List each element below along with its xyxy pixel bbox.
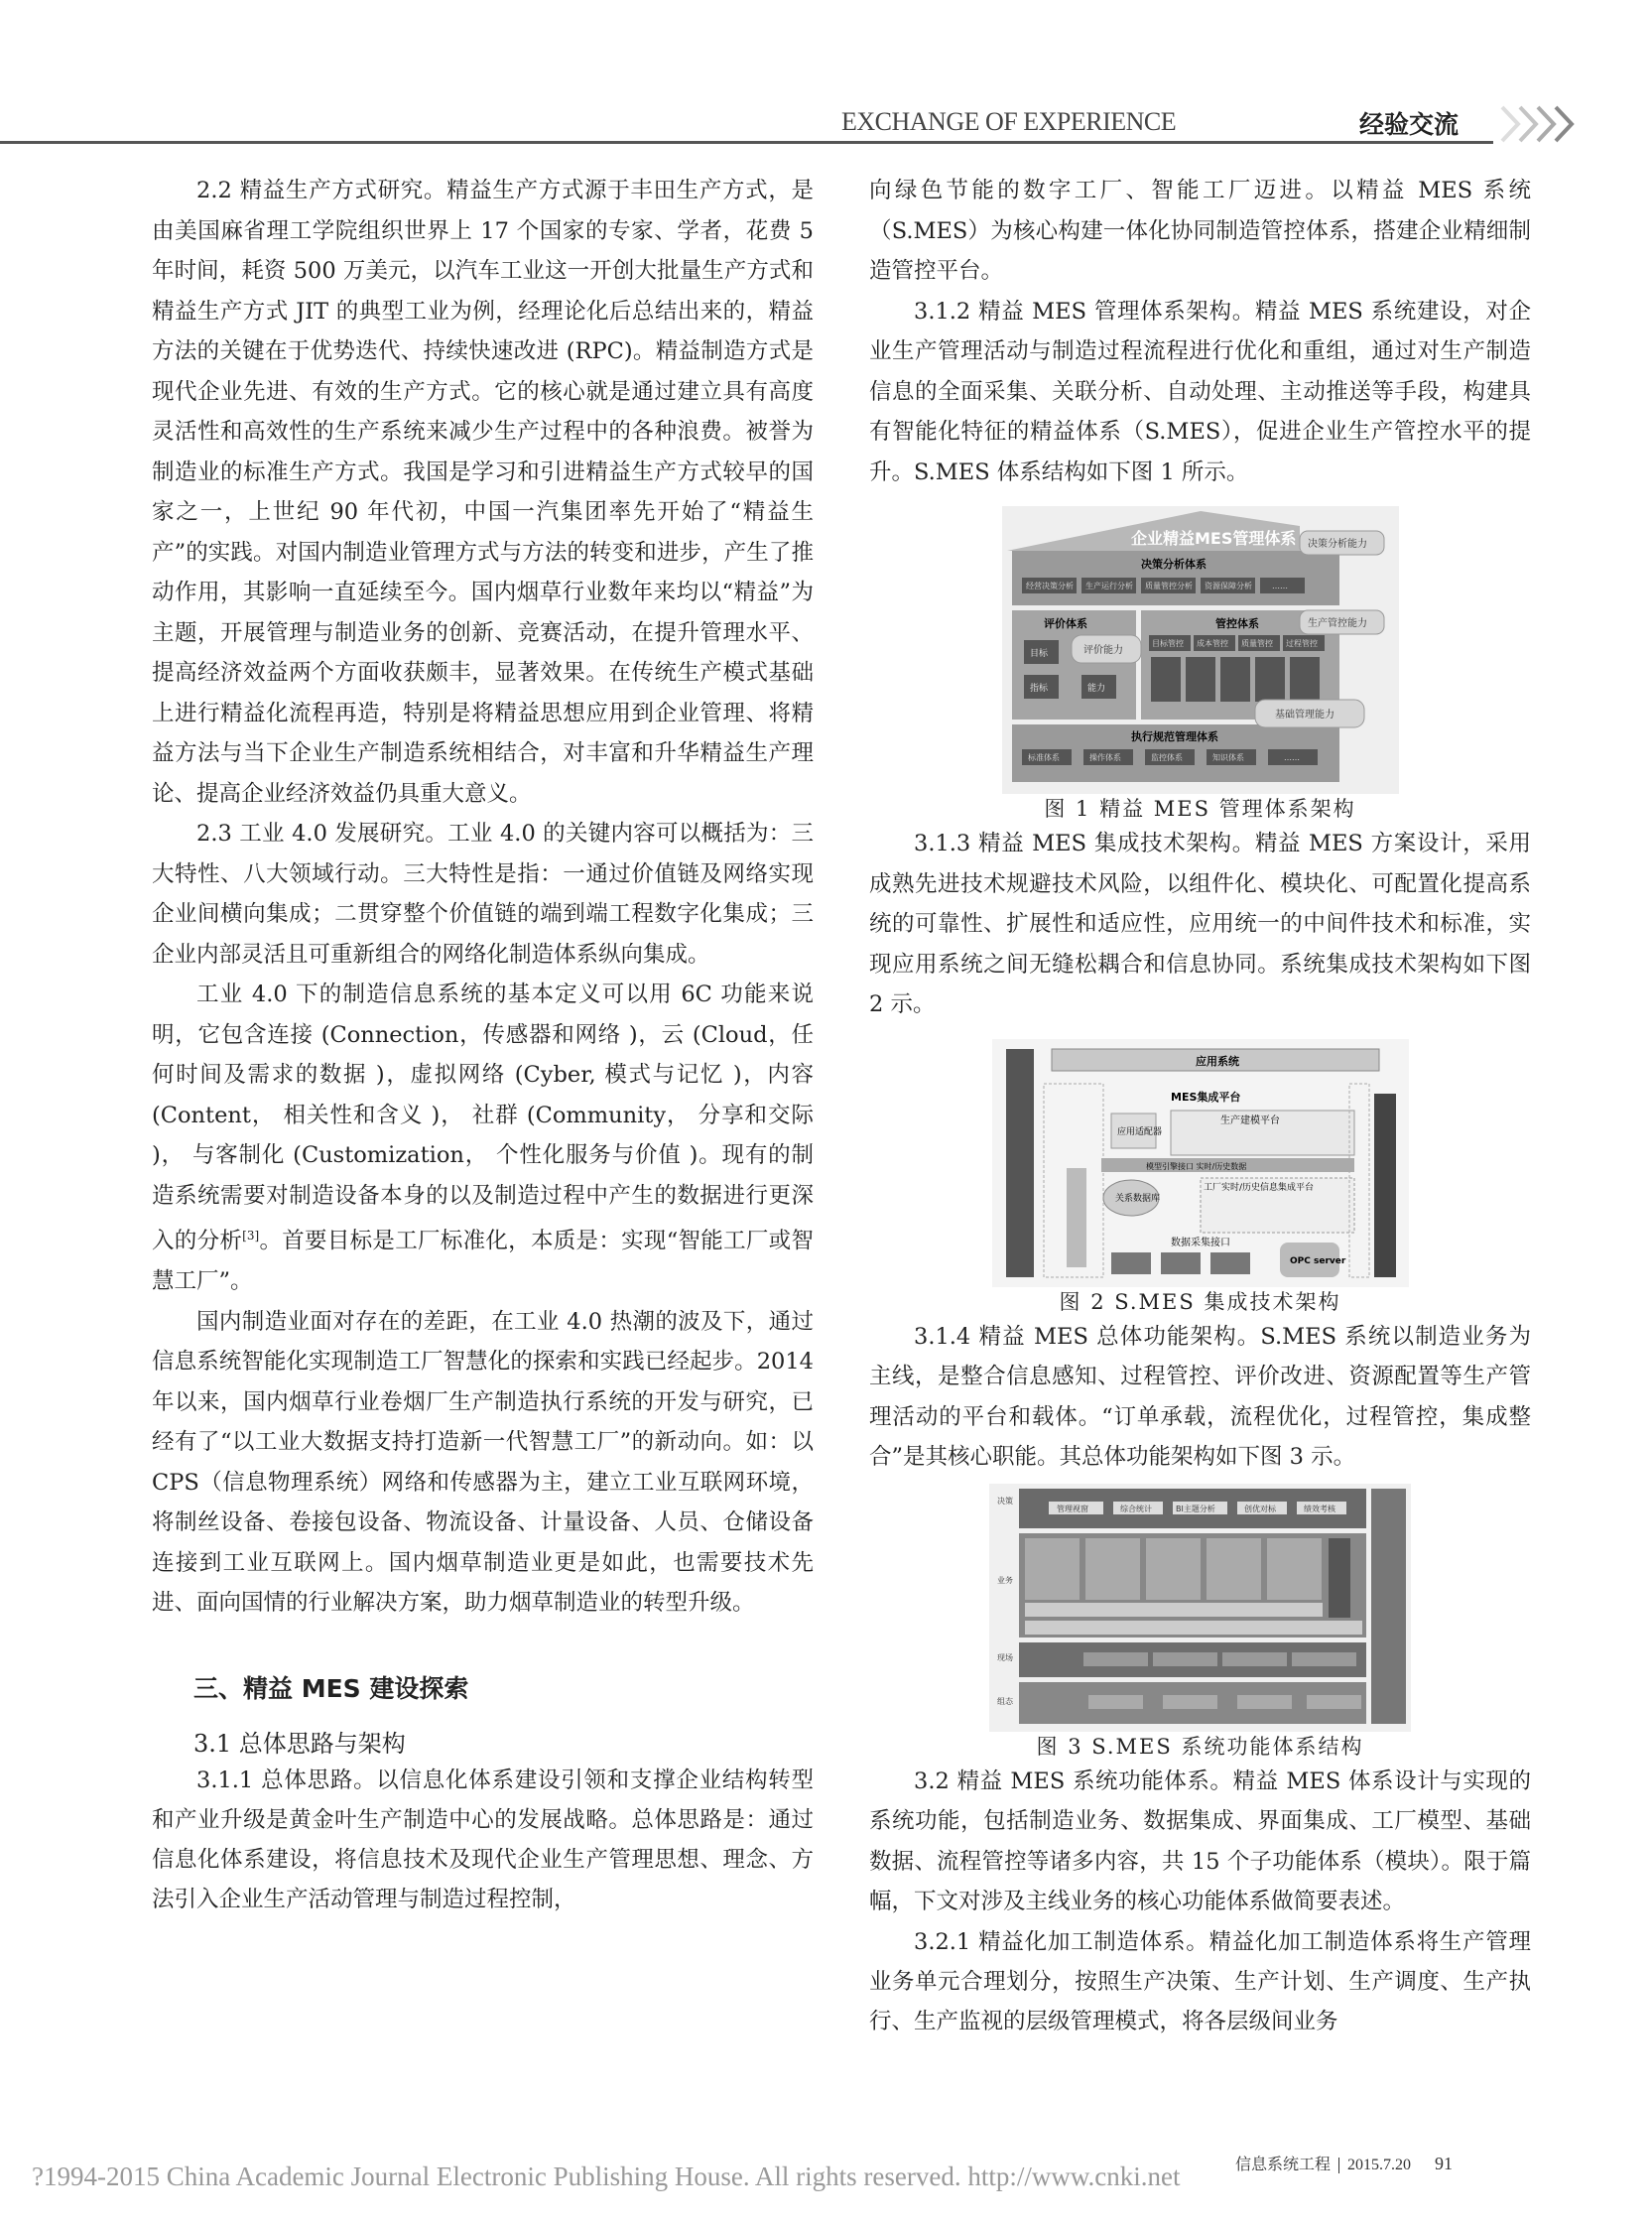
paragraph-overall-idea: 3.1.1 总体思路。以信息化体系建设引领和支撑企业结构转型和产业升级是黄金叶生产制造中心的发展战略。总体思路是：通过信息化体系建设，将信息技术及现代企业生产管理思想、理念、方法引入企业生产活动管理与制造过程控制， — [152, 1767, 814, 1912]
svg-text:应用系统: 应用系统 — [1195, 1054, 1239, 1068]
figure-3-caption: 图 3 S.MES 系统功能体系结构 — [1036, 1734, 1364, 1759]
subsection-heading: 3.1 总体思路与架构 — [193, 1729, 406, 1758]
svg-text:组态: 组态 — [997, 1696, 1013, 1706]
paragraph-integration-arch: 3.1.3 精益 MES 集成技术架构。精益 MES 方案设计，采用成熟先进技术规避技术风险，以组件化、模块化、可配置化提高系统的可靠性、扩展性和适应性，应用统一的中间件技术和标准，实现应用系统之间无缝松耦合和信息协同。系统集成技术架构如下图 2 示。 — [869, 831, 1531, 1017]
figure-1-caption: 图 1 精益 MES 管理体系架构 — [1044, 797, 1356, 821]
section-label-en: EXCHANGE OF EXPERIENCE — [841, 107, 1177, 136]
chevron-arrows-icon — [1498, 103, 1578, 145]
svg-text:现场: 现场 — [997, 1652, 1013, 1662]
svg-text:标准体系: 标准体系 — [1027, 753, 1060, 762]
issue-date: 2015.7.20 — [1347, 2157, 1412, 2173]
figure-3-function-system — [989, 1484, 1411, 1732]
svg-text:生产管控能力: 生产管控能力 — [1307, 618, 1367, 629]
header-rule — [0, 141, 1493, 144]
svg-text:模型引擎接口 实时/历史数据: 模型引擎接口 实时/历史数据 — [1145, 1161, 1246, 1171]
paragraph-industry-4: 2.3 工业 4.0 发展研究。工业 4.0 的关键内容可以概括为：三大特性、八大领域行动。三大特性是指：一通过价值链及网络实现企业间横向集成；二贯穿整个价值链的端到端工程数字化集成；三企业内部灵活且可重新组合的网络化制造体系纵向集成。 — [152, 821, 814, 968]
paragraph-continued: 向绿色节能的数字工厂、智能工厂迈进。以精益 MES 系统（S.MES）为核心构建一体化协同制造管控体系，搭建企业精细制造管控平台。 — [869, 178, 1531, 284]
footer-divider — [1338, 2158, 1339, 2173]
figure-2-integration-architecture — [992, 1039, 1409, 1287]
paragraph-lean-processing: 3.2.1 精益化加工制造体系。精益化加工制造体系将生产管理业务单元合理划分，按照生产决策、生产计划、生产调度、生产执行、生产监视的层级管理模式，将各层级间业务 — [869, 1928, 1531, 2034]
svg-text:质量管控: 质量管控 — [1240, 639, 1273, 648]
left-column — [152, 171, 814, 1919]
paragraph-function-arch: 3.1.4 精益 MES 总体功能架构。S.MES 系统以制造业务为主线，是整合信息感知、过程管控、评价改进、资源配置等生产管理活动的平台和载体。“订单承载，流程优化，过程管控，集成整合”是其核心职能。其总体功能架构如下图 3 示。 — [869, 1323, 1531, 1470]
citation-ref[interactable]: [3] — [242, 1229, 260, 1243]
svg-text:指标: 指标 — [1029, 684, 1048, 694]
svg-text:应用适配器: 应用适配器 — [1116, 1126, 1162, 1137]
svg-text:生产运行分析: 生产运行分析 — [1084, 582, 1133, 590]
paragraph-domestic: 国内制造业面对存在的差距，在工业 4.0 热潮的波及下，通过信息系统智能化实现制造工厂智慧化的探索和实践已经起步。2014 年以来，国内烟草行业卷烟厂生产制造执行系统的开发与研究，已经有了“以工业大数据支持打造新一代智慧工厂”的新动向。如：以 CPS（信息物理系统）网络和传感器为主，建立工业互联网环境，将制丝设备、卷接包设备、物流设备、计量设备、人员、仓储设备连接到工业互联网上。国内烟草制造业更是如此，也需要技术先进、面向国情的行业解决方案，助力烟草制造业的转型升级。 — [152, 1308, 814, 1616]
journal-name: 信息系统工程 — [1235, 2157, 1332, 2173]
svg-text:监控体系: 监控体系 — [1150, 753, 1183, 762]
svg-text:经营决策分析: 经营决策分析 — [1025, 582, 1074, 590]
right-column — [869, 171, 1531, 2041]
svg-text:知识体系: 知识体系 — [1211, 753, 1244, 762]
paragraph-management-arch: 3.1.2 精益 MES 管理体系架构。精益 MES 系统建设，对企业生产管理活动与制造过程流程进行优化和重组，通过对生产制造信息的全面采集、关联分析、自动处理、主动推送等手段，构建具有智能化特征的精益体系（S.MES），促进企业生产管控水平的提升。S.MES 体系结构如下图 1 所示。 — [869, 298, 1531, 485]
svg-text:过程管控: 过程管控 — [1285, 639, 1318, 648]
page-number: 91 — [1435, 2154, 1454, 2173]
svg-text:BI主题分析: BI主题分析 — [1176, 1504, 1215, 1513]
svg-text:……: …… — [1283, 753, 1300, 762]
svg-text:业务: 业务 — [997, 1575, 1013, 1585]
figure-1-management-architecture — [1002, 506, 1399, 794]
svg-text:管理视窗: 管理视窗 — [1057, 1504, 1088, 1513]
svg-text:……: …… — [1271, 582, 1288, 590]
svg-text:管控体系: 管控体系 — [1214, 617, 1259, 630]
svg-text:关系数据库: 关系数据库 — [1114, 1193, 1160, 1204]
svg-text:综合统计: 综合统计 — [1120, 1504, 1152, 1513]
svg-text:生产建模平台: 生产建模平台 — [1219, 1114, 1280, 1126]
svg-text:执行规范管理体系: 执行规范管理体系 — [1130, 730, 1218, 743]
section-label-cn: 经验交流 — [1359, 110, 1460, 139]
svg-text:MES集成平台: MES集成平台 — [1170, 1090, 1240, 1104]
copyright-notice: ?1994-2015 China Academic Journal Electronic Publishing House. All rights reserved. http://www.cnki.net — [32, 2162, 1181, 2191]
svg-text:目标: 目标 — [1029, 649, 1048, 659]
svg-text:评价能力: 评价能力 — [1082, 645, 1123, 656]
section-heading: 三、精益 MES 建设探索 — [193, 1673, 469, 1703]
svg-text:决策分析体系: 决策分析体系 — [1140, 558, 1207, 571]
paragraph-lean-production: 2.2 精益生产方式研究。精益生产方式源于丰田生产方式，是由美国麻省理工学院组织世界上 17 个国家的专家、学者，花费 5 年时间，耗资 500 万美元，以汽车工业这一开创大批量生产方式和精益生产方式 JIT 的典型工业为例，经理论化后总结出来的，精益方法的关键在于优势迭代、持续快速改进 (RPC)。精益制造方式是现代企业先进、有效的生产方式。它的核心就是通过建立具有高度灵活性和高效性的生产系统来减少生产过程中的各种浪费。被誉为制造业的标准生产方式。我国是学习和引进精益生产方式较早的国家之一，上世纪 90 年代初，中国一汽集团率先开始了“精益生产”的实践。对国内制造业管理方式与方法的转变和进步，产生了推动作用，其影响一直延续至今。国内烟草行业数年来均以“精益”为主题，开展管理与制造业务的创新、竞赛活动，在提升管理水平、提高经济效益两个方面收获颇丰，显著效果。在传统生产模式基础上进行精益化流程再造，特别是将精益思想应用到企业管理、将精益方法与当下企业生产制造系统相结合，对丰富和升华精益生产理论、提高企业经济效益仍具重大意义。 — [152, 178, 814, 807]
svg-text:目标管控: 目标管控 — [1151, 639, 1184, 648]
svg-text:能力: 能力 — [1086, 684, 1105, 694]
svg-text:决策分析能力: 决策分析能力 — [1307, 539, 1367, 550]
paragraph-function-system: 3.2 精益 MES 系统功能体系。精益 MES 体系设计与实现的系统功能，包括制造业务、数据集成、界面集成、工厂模型、基础数据、流程管控等诸多内容，共 15 个子功能体系（模块）。限于篇幅，下文对涉及主线业务的核心功能体系做简要表述。 — [869, 1768, 1531, 1914]
svg-text:资源保障分析: 资源保障分析 — [1204, 582, 1252, 590]
svg-text:操作体系: 操作体系 — [1088, 753, 1121, 762]
svg-text:数据采集接口: 数据采集接口 — [1170, 1237, 1230, 1248]
figure-2-caption: 图 2 S.MES 集成技术架构 — [1059, 1289, 1341, 1314]
svg-text:基础管理能力: 基础管理能力 — [1274, 710, 1334, 720]
svg-text:创优对标: 创优对标 — [1244, 1504, 1276, 1513]
svg-text:绩效考核: 绩效考核 — [1304, 1504, 1335, 1513]
journal-footer — [1235, 2152, 1453, 2174]
svg-text:成本管控: 成本管控 — [1196, 639, 1228, 648]
svg-text:评价体系: 评价体系 — [1043, 617, 1087, 630]
svg-text:决策: 决策 — [997, 1496, 1013, 1506]
svg-text:质量管控分析: 质量管控分析 — [1144, 582, 1193, 590]
svg-text:企业精益MES管理体系: 企业精益MES管理体系 — [1130, 529, 1296, 548]
paragraph-6c: 工业 4.0 下的制造信息系统的基本定义可以用 6C 功能来说明，它包含连接 (Connection，传感器和网络 )，云 (Cloud，任何时间及需求的数据 )，虚拟网络 (Cyber, 模式与记忆 )，内容 (Content， 相关性和含义 )， 社群 (Community， 分享和交际 )， 与客制化 (Customization， 个性化服务与价值 )。现有的制造系统需要对制造设备本身的以及制造过程中产生的数据进行更深入的分析[3]。首要目标是工厂标准化，本质是：实现“智能工厂或智慧工厂”。 — [152, 982, 814, 1294]
svg-text:工厂实时/历史信息集成平台: 工厂实时/历史信息集成平台 — [1203, 1182, 1314, 1193]
svg-text:OPC server: OPC server — [1289, 1255, 1345, 1266]
